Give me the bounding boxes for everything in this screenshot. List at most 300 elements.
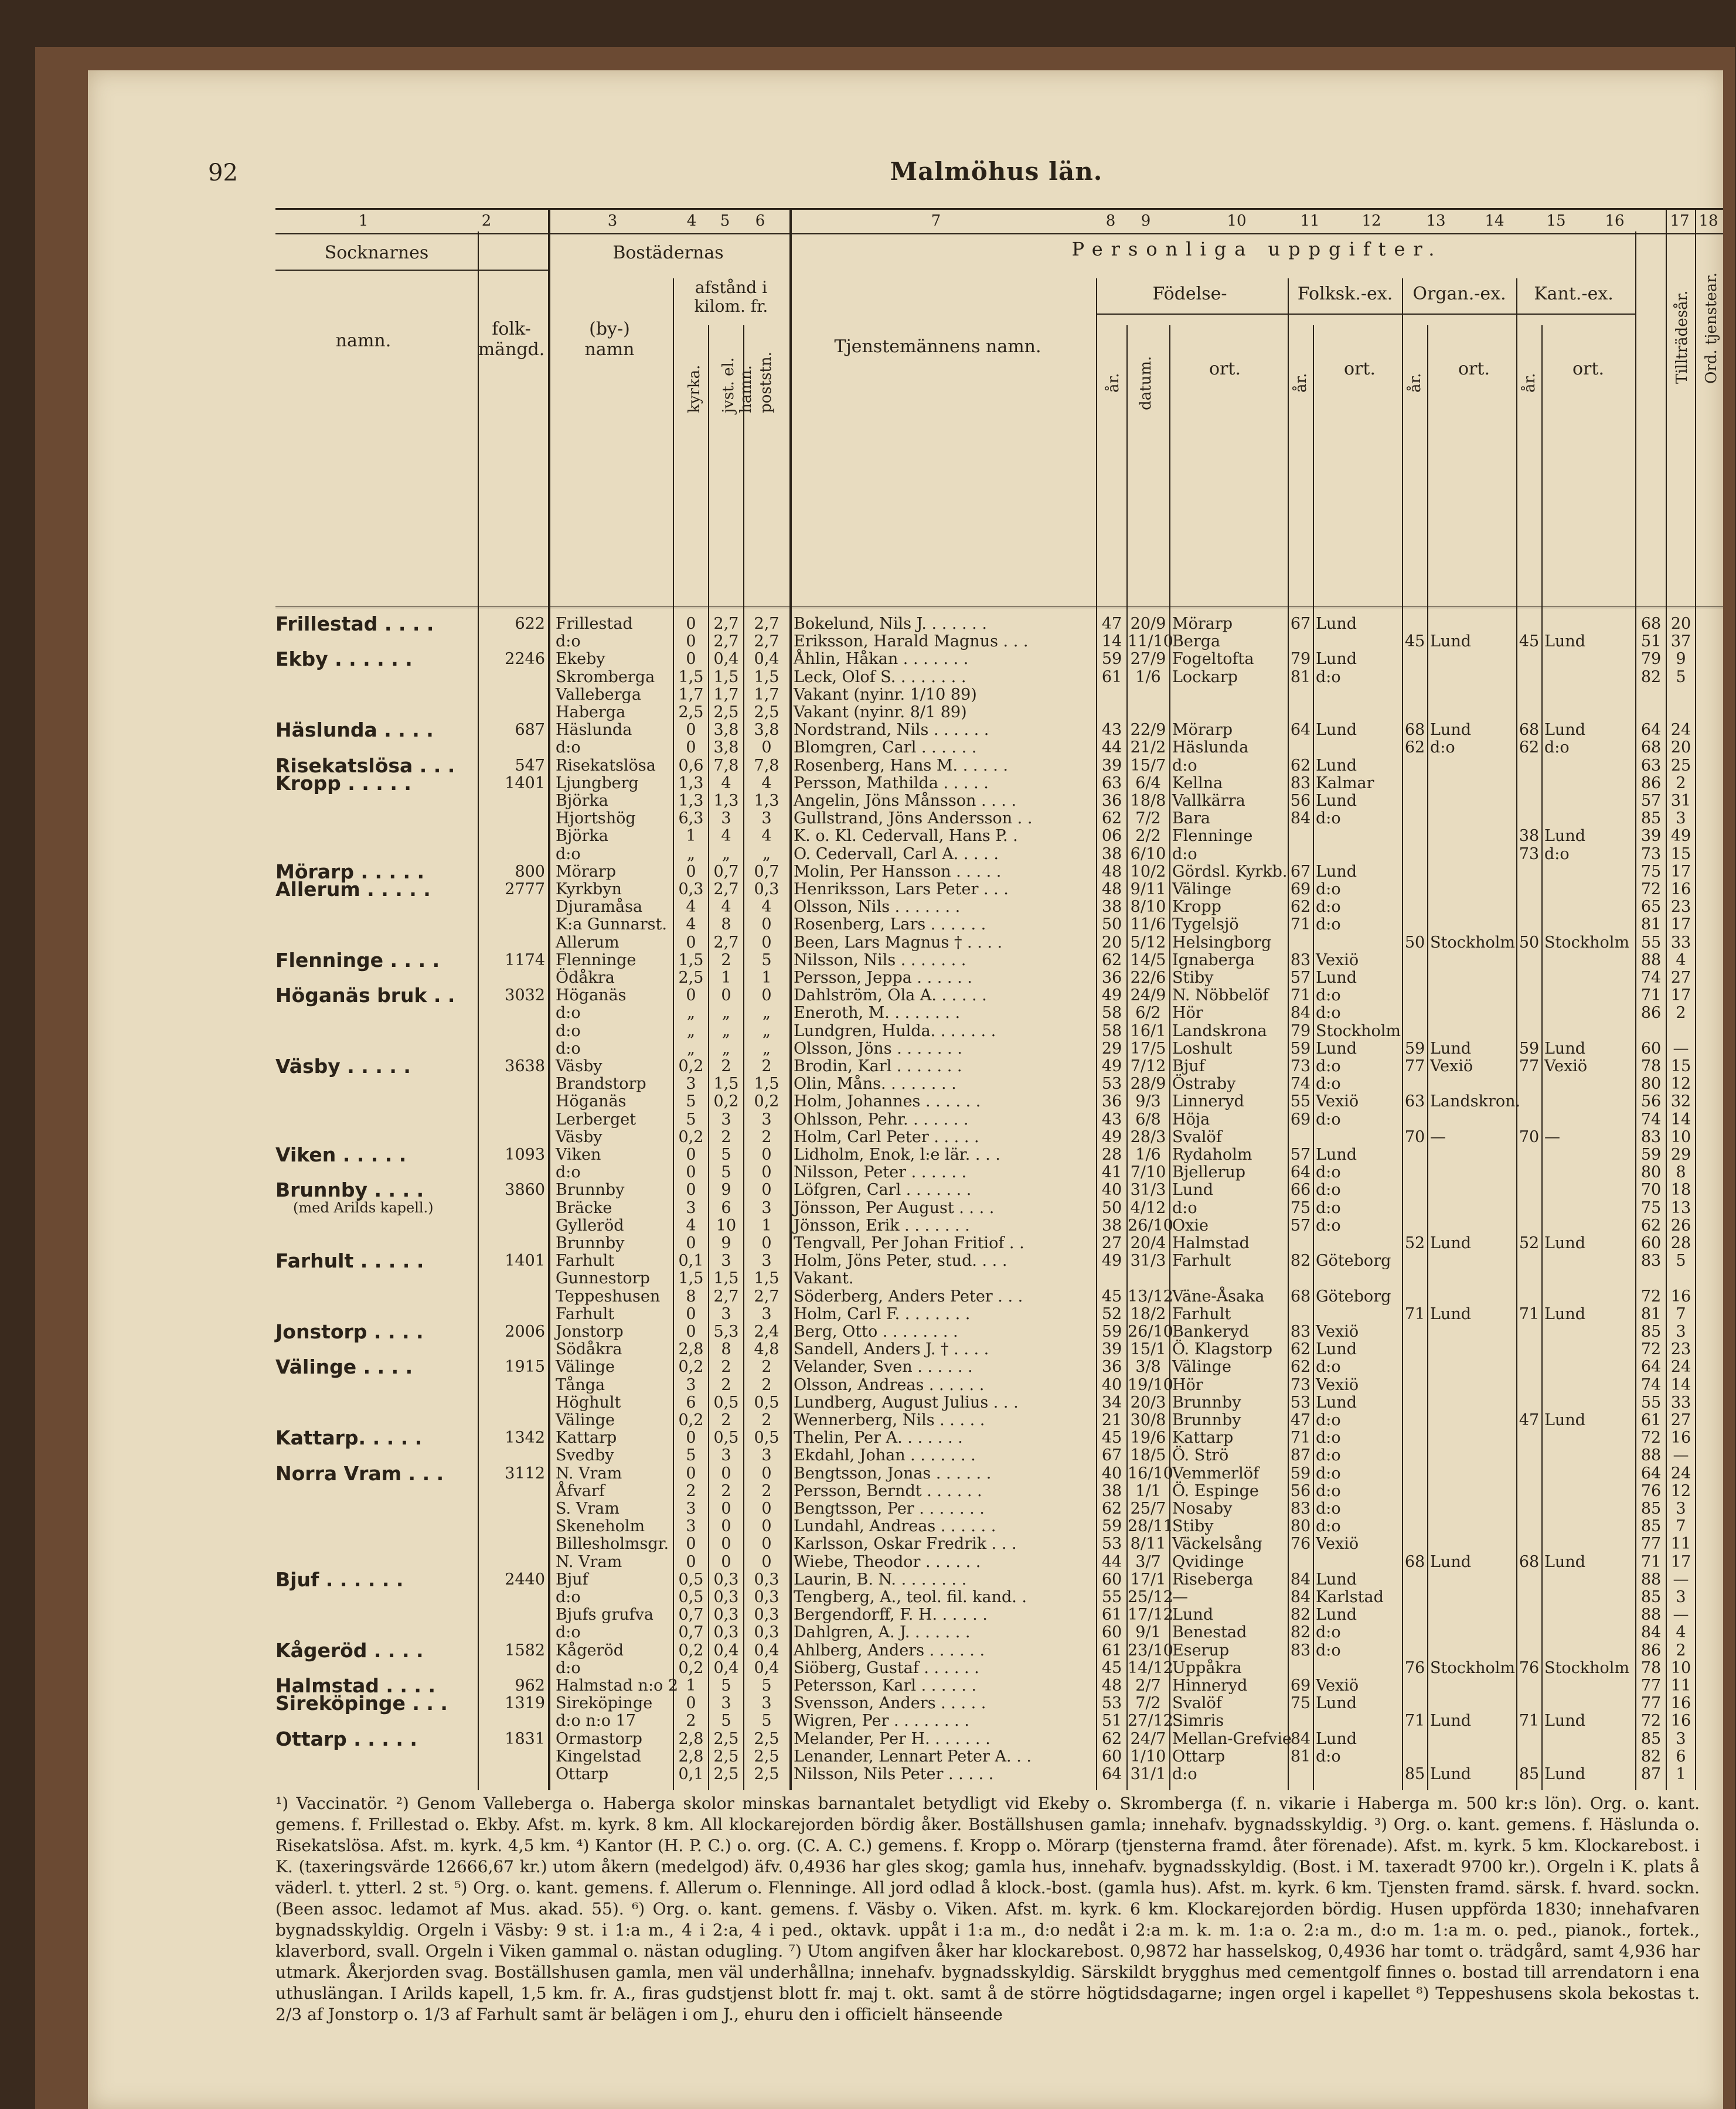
place-name: Ekeby [556,650,605,669]
birth-year: 38 [1101,844,1122,863]
population: 1582 [505,1641,545,1660]
official-name: Tengvall, Per Johan Fritiof . . [794,1234,1024,1252]
organ-place: Lund [1430,1234,1471,1252]
population: 2440 [505,1570,545,1589]
service-years: 4 [1676,950,1686,969]
birth-place: d:o [1172,844,1197,863]
birth-place: Nosaby [1172,1500,1233,1518]
header-by-namn: (by-) namn [584,319,635,360]
dist-post: 0 [761,933,772,952]
birth-date: 17/12 [1128,1606,1173,1624]
birth-place: N. Nöbbelöf [1172,986,1269,1005]
official-name: Molin, Per Hansson . . . . . [794,862,1002,881]
dist-rail: 2 [721,1358,731,1377]
organ-year: 59 [1404,1039,1425,1058]
dist-post: 0 [761,1535,772,1553]
header-socknarnes: Socknarnes [324,243,429,263]
service-years: 7 [1676,1304,1686,1323]
column-number: 8 [1105,212,1116,230]
birth-place: Mellan-Grefvie [1172,1729,1292,1748]
column-number: 14 [1485,212,1504,230]
dist-post: 2 [761,1057,772,1075]
folksk-year: 83 [1290,1323,1311,1341]
service-years: 37 [1670,632,1691,651]
birth-place: Hinneryd [1172,1677,1248,1695]
dist-rail: 3 [721,1304,731,1323]
kant-year: 38 [1519,827,1540,846]
service-years: 20 [1670,615,1691,633]
folksk-year: 82 [1290,1623,1311,1642]
birth-place: Ö. Espinge [1172,1481,1259,1500]
population: 2777 [505,880,545,898]
dist-church: 2,8 [678,1729,704,1748]
kant-year: 68 [1519,1552,1540,1571]
birth-place: Stiby [1172,969,1214,987]
dist-church: 2,8 [678,1340,704,1359]
dist-church: 0,2 [678,1658,704,1677]
folksk-year: 73 [1290,1057,1311,1075]
kant-year: 73 [1519,844,1540,863]
folksk-year: 84 [1290,1588,1311,1606]
kant-place: Lund [1544,1411,1585,1429]
official-name: Lundahl, Andreas . . . . . . [794,1517,996,1536]
birth-place: Välinge [1172,880,1232,898]
birth-place: Ignaberga [1172,950,1255,969]
service-years: 15 [1670,844,1691,863]
entry-year: 88 [1640,950,1662,969]
birth-place: Landskrona [1172,1021,1267,1040]
folksk-place: Lund [1316,1729,1357,1748]
kant-place: Lund [1544,1712,1585,1730]
dist-church: 0 [686,1429,696,1447]
birth-date: 19/6 [1130,1429,1166,1447]
footnotes: ¹) Vaccinatör. ²) Genom Valleberga o. Haberga skolor minskas barnantalet betydligt vid Ekeby o. Skromberga (f. n. vikarie i Haberga m. 500 kr:s lön). Org. o. kant. gemens. f. Frillestad o. Ekby. Afst. m. kyrk. 8 km. All klockarejorden bördig åker. Boställshusen gamla; innehafv. bygnadsskyldig. ³) Org. o. kant. gemens. f. Häslunda o. Risekatslösa. Afst. m. kyrk. 4,5 km. ⁴) Kantor (H. P. C.) o. org. (C. A. C.) gemens. f. Kropp o. Mörarp (tjensterna framd. åter förenade). Afst. m. kyrk. 5 km. Klockarebost. i K. (taxeringsvärde 12666,67 kr.) utom åkern (medelgod) äfv. 0,4936 har gles skog; gamla hus, innehafv. bygnadsskyldig. (Bost. i M. taxeradt 9700 kr.). Orgeln i K. plats å väderl. t. ytterl. 2 st. ⁵) Org. o. kant. gemens. f. Allerum o. Flenninge. All jord odlad å klock.-bost. (gamla hus). Afst. m. kyrk. 6 km. Tjensten framd. särsk. f. hvard. sockn. (Been assoc. ledamot af Mus. akad. 55). ⁶) Org. o. kant. gemens. f. Väsby o. Viken. Afst. m. kyrk. 6 km. Klockarejorden bördig. Husen uppförda 1830; innehafvaren bygnadsskyldig. Orgeln i Väsby: 9 st. i 1:a m., 4 i 2:a, 4 i ped., oktavk. uppåt i 1:a m., d:o nedåt i 2:a m. k. m. 1:a o. 2:a m., d:o m. 1:a m. o. ped., pianok., fortek., klaverbord, svall. Orgeln i Viken gammal o. nästan odugling. ⁷) Utom angifven åker har klockarebost. 0,9872 har hasselskog, 0,4936 har tomt o. trädgård, samt 4,936 har utmark. Åkerjorden svag. Boställshusen gamla, men väl underhållna; innehafv. bygnadsskyldig. Särskildt brygghus med cementgolf finnes o. bostad till arrendatorn i ena uthuslängan. I Arilds kapell, 1,5 km. fr. A., firas gudstjenst blott fr. maj t. okt. samt å de större högtidsdagarne; ingen orgel i kapellet ⁸) Teppeshusens skola bekostas t. 2/3 af Jonstorp o. 1/3 af Farhult samt är belägen i om J., ehuru den i officielt hänseende [275,1794,1700,2024]
entry-year: 73 [1640,844,1662,863]
place-name: Bräcke [556,1198,612,1217]
birth-year: 40 [1101,1181,1122,1200]
dist-post: 0 [761,1146,772,1164]
dist-post: „ [763,844,771,863]
dist-post: 0,5 [754,1393,780,1412]
dist-church: 8 [686,1287,696,1306]
dist-church: 0 [686,721,696,740]
place-name: Björka [556,827,608,846]
service-years: 16 [1670,1712,1691,1730]
entry-year: 85 [1640,1729,1662,1748]
dist-church: 0 [686,632,696,651]
place-name: Ödåkra [556,969,615,987]
place-name: Flenninge [556,950,636,969]
dist-post: 3 [761,1304,772,1323]
folksk-place: Lund [1316,792,1357,810]
official-name: Bengtsson, Per . . . . . . . [794,1500,985,1518]
official-name: Holm, Jöns Peter, stud. . . . [794,1252,1007,1270]
service-years: 2 [1676,1641,1686,1660]
birth-year: 55 [1101,1588,1122,1606]
official-name: Vakant (nyinr. 1/10 89) [794,685,977,704]
kant-year: 59 [1519,1039,1540,1058]
birth-date: 31/3 [1130,1181,1166,1200]
birth-place: Qvidinge [1172,1552,1244,1571]
official-name: Eriksson, Harald Magnus . . . [794,632,1029,651]
parish-name: Bjuf . . . . . . [275,1568,404,1591]
dist-church: 0 [686,986,696,1005]
parish-name: Halmstad . . . . [275,1674,435,1697]
dist-church: 0 [686,615,696,633]
kant-place: d:o [1544,738,1570,757]
birth-date: 27/12 [1128,1712,1173,1730]
entry-year: 56 [1640,1092,1662,1111]
birth-date: 15/1 [1130,1340,1166,1359]
birth-year: 51 [1101,1712,1122,1730]
dist-post: 7,8 [754,756,780,775]
organ-year: 71 [1404,1712,1425,1730]
birth-year: 58 [1101,1021,1122,1040]
birth-place: Linneryd [1172,1092,1244,1111]
birth-year: 38 [1101,1481,1122,1500]
population: 962 [515,1677,545,1695]
kant-place: Lund [1544,1765,1585,1783]
entry-year: 72 [1640,1340,1662,1359]
dist-post: „ [763,1039,771,1058]
place-name: d:o [556,1163,581,1182]
dist-church: 0 [686,1552,696,1571]
entry-year: 72 [1640,1712,1662,1730]
place-name: Mörarp [556,862,617,881]
birth-place: Benestad [1172,1623,1247,1642]
kant-year: 77 [1519,1057,1540,1075]
official-name: Vakant. [794,1269,854,1288]
dist-rail: 5 [721,1163,731,1182]
dist-post: 2 [761,1375,772,1394]
dist-post: 2,7 [754,632,780,651]
place-name: Djuramåsa [556,898,643,916]
place-name: Kingelstad [556,1747,642,1766]
folksk-place: Kalmar [1316,774,1374,792]
folksk-year: 83 [1290,1641,1311,1660]
birth-year: 50 [1101,915,1122,934]
dist-church: 4 [686,1216,696,1235]
service-years: 10 [1670,1127,1691,1146]
place-name: Tånga [556,1375,605,1394]
folksk-year: 71 [1290,986,1311,1005]
folksk-place: d:o [1316,1429,1341,1447]
dist-post: 2 [761,1481,772,1500]
dist-post: 0 [761,986,772,1005]
birth-date: 16/1 [1130,1021,1166,1040]
kant-place: Lund [1544,1039,1585,1058]
dist-rail: 3 [721,1252,731,1270]
kant-year: 68 [1519,721,1540,740]
place-name: Frillestad [556,615,633,633]
dist-rail: 2,7 [713,933,739,952]
entry-year: 86 [1640,774,1662,792]
dist-church: 3 [686,1198,696,1217]
dist-rail: 5 [721,1146,731,1164]
service-years: 28 [1670,1234,1691,1252]
dist-rail: 1,5 [713,667,739,686]
folksk-place: Lund [1316,969,1357,987]
population: 3112 [505,1464,545,1483]
birth-date: 2/2 [1135,827,1161,846]
organ-year: 71 [1404,1304,1425,1323]
official-name: Lenander, Lennart Peter A. . . [794,1747,1032,1766]
birth-year: 61 [1101,1606,1122,1624]
dist-church: 0,2 [678,1127,704,1146]
birth-date: 1/6 [1135,1146,1161,1164]
dist-rail: 1 [721,969,731,987]
place-name: Höghult [556,1393,621,1412]
official-name: Velander, Sven . . . . . . [794,1358,973,1377]
service-years: 17 [1670,862,1691,881]
birth-date: 21/2 [1130,738,1166,757]
folksk-place: d:o [1316,880,1341,898]
dist-post: 2,5 [754,1729,780,1748]
organ-year: 68 [1404,721,1425,740]
birth-year: 34 [1101,1393,1122,1412]
service-years: 16 [1670,1429,1691,1447]
dist-church: 0 [686,1181,696,1200]
birth-date: 7/12 [1130,1057,1166,1075]
column-number: 18 [1698,212,1718,230]
register-table [275,208,1723,1784]
folksk-place: d:o [1316,986,1341,1005]
dist-church: 0,1 [678,1252,704,1270]
dist-post: 3 [761,1198,772,1217]
folksk-place: d:o [1316,1163,1341,1182]
place-name: Välinge [556,1411,615,1429]
place-name: Kattarp [556,1429,617,1447]
birth-place: Ö. Klagstorp [1172,1340,1273,1359]
birth-year: 49 [1101,986,1122,1005]
dist-rail: 4 [721,827,731,846]
dist-post: 2,4 [754,1323,780,1341]
parish-name: Risekatslösa . . . [275,754,455,777]
folksk-place: Lund [1316,1146,1357,1164]
official-name: Siöberg, Gustaf . . . . . . [794,1658,979,1677]
dist-church: 5 [686,1110,696,1129]
dist-church: „ [687,1004,695,1023]
birth-date: 9/11 [1130,880,1166,898]
kant-year: 45 [1519,632,1540,651]
official-name: Angelin, Jöns Månsson . . . . [794,792,1017,810]
dist-church: 0 [686,1304,696,1323]
dist-church: 1,3 [678,774,704,792]
dist-post: 0,4 [754,1641,780,1660]
dist-rail: 1,5 [713,1269,739,1288]
header-rule [1096,314,1635,315]
dist-church: 5 [686,1092,696,1111]
birth-year: 59 [1101,1323,1122,1341]
kant-year: 62 [1519,738,1540,757]
dist-church: 0 [686,738,696,757]
place-name: Höganäs [556,1092,627,1111]
birth-place: Ö. Strö [1172,1446,1229,1465]
place-name: Hjortshög [556,809,636,828]
population: 800 [515,862,545,881]
birth-date: 5/12 [1130,933,1166,952]
birth-place: Vemmerlöf [1172,1464,1259,1483]
dist-church: 6 [686,1393,696,1412]
dist-church: 0 [686,1163,696,1182]
folksk-place: d:o [1316,1198,1341,1217]
service-years: 23 [1670,1340,1691,1359]
official-name: Olsson, Nils . . . . . . . [794,898,961,916]
official-name: Thelin, Per A. . . . . . . [794,1429,963,1447]
birth-date: 14/5 [1130,950,1166,969]
birth-date: 28/9 [1130,1075,1166,1093]
dist-church: 0,2 [678,1057,704,1075]
birth-place: Kattarp [1172,1429,1234,1447]
dist-post: 0 [761,1163,772,1182]
birth-place: Mörarp [1172,615,1233,633]
folksk-place: d:o [1316,1464,1341,1483]
official-name: Olin, Måns. . . . . . . . [794,1075,956,1093]
official-name: Persson, Berndt . . . . . . [794,1481,982,1500]
dist-post: 1,5 [754,667,780,686]
dist-rail: 0,5 [713,1393,739,1412]
dist-church: 0 [686,1146,696,1164]
folksk-place: Lund [1316,1393,1357,1412]
service-years: 15 [1670,1057,1691,1075]
running-head: Malmöhus län. [890,157,1103,186]
official-name: Lidholm, Enok, l:e lär. . . . [794,1146,1000,1164]
place-name: S. Vram [556,1500,619,1518]
official-name: Wiebe, Theodor . . . . . . [794,1552,981,1571]
birth-date: 6/2 [1135,1004,1161,1023]
folksk-year: 82 [1290,1606,1311,1624]
header-fodelse: Födelse- [1152,284,1227,304]
column-number: 3 [607,212,618,230]
column-number: 2 [481,212,492,230]
entry-year: 72 [1640,1429,1662,1447]
column-number: 4 [686,212,697,230]
birth-place: Välinge [1172,1358,1232,1377]
folksk-place: Karlstad [1316,1588,1384,1606]
kant-year: 85 [1519,1765,1540,1783]
entry-year: 81 [1640,1304,1662,1323]
kant-year: 71 [1519,1712,1540,1730]
population: 1319 [505,1694,545,1713]
official-name: Brodin, Karl . . . . . . . [794,1057,962,1075]
place-name: Södåkra [556,1340,622,1359]
official-name: Nilsson, Peter . . . . . . [794,1163,967,1182]
birth-place: Väne-Åsaka [1172,1287,1265,1306]
population: 3032 [505,986,545,1005]
table-row [275,1764,1723,1784]
birth-year: 60 [1101,1623,1122,1642]
header-folkmangd: folk- mängd. [478,319,545,360]
place-name: d:o n:o 17 [556,1712,636,1730]
entry-year: 72 [1640,880,1662,898]
dist-post: 0,3 [754,880,780,898]
dist-church: 5 [686,1446,696,1465]
dist-post: 0,5 [754,1429,780,1447]
column-number: 7 [931,212,941,230]
birth-year: 36 [1101,792,1122,810]
birth-date: 18/8 [1130,792,1166,810]
service-years: 23 [1670,898,1691,916]
dist-church: 1,5 [678,667,704,686]
dist-post: 0,3 [754,1606,780,1624]
place-name: Väsby [556,1127,603,1146]
kant-place: — [1544,1127,1560,1146]
dist-rail: 2 [721,1057,731,1075]
dist-post: 1 [761,969,772,987]
organ-place: Lund [1430,632,1471,651]
official-name: Olsson, Andreas . . . . . . [794,1375,985,1394]
entry-year: 78 [1640,1658,1662,1677]
dist-rail: 5 [721,1677,731,1695]
dist-post: 5 [761,950,772,969]
official-name: Henriksson, Lars Peter . . . [794,880,1009,898]
official-name: Jönsson, Per August . . . . [794,1198,995,1217]
birth-place: Brunnby [1172,1411,1241,1429]
official-name: Bergendorff, F. H. . . . . . [794,1606,988,1624]
dist-post: 0 [761,1464,772,1483]
birth-place: Simris [1172,1712,1224,1730]
population: 1401 [505,1252,545,1270]
service-years: 31 [1670,792,1691,810]
dist-rail: 0,3 [713,1606,739,1624]
folksk-year: 64 [1290,1163,1311,1182]
birth-year: 20 [1101,933,1122,952]
official-name: Holm, Johannes . . . . . . [794,1092,981,1111]
kant-year: 52 [1519,1234,1540,1252]
official-name: Holm, Carl Peter . . . . . [794,1127,979,1146]
official-name: Sandell, Anders J. † . . . . [794,1340,989,1359]
folksk-year: 62 [1290,1340,1311,1359]
service-years: 1 [1676,1765,1686,1783]
official-name: Vakant (nyinr. 8/1 89) [794,703,967,721]
birth-date: 17/5 [1130,1039,1166,1058]
dist-post: 2,5 [754,703,780,721]
birth-year: 28 [1101,1146,1122,1164]
entry-year: 51 [1640,632,1662,651]
entry-year: 68 [1640,615,1662,633]
header-namn: namn. [335,331,392,351]
folksk-year: 68 [1290,1287,1311,1306]
official-name: Dahlström, Ola A. . . . . . [794,986,987,1005]
column-number: 6 [755,212,765,230]
population: 1174 [505,950,545,969]
dist-post: 1,5 [754,1075,780,1093]
organ-year: 63 [1404,1092,1425,1111]
birth-year: 60 [1101,1570,1122,1589]
official-name: Berg, Otto . . . . . . . . [794,1323,958,1341]
birth-year: 45 [1101,1287,1122,1306]
parish-name: Allerum . . . . . [275,878,431,901]
folksk-year: 82 [1290,1252,1311,1270]
folksk-place: d:o [1316,1075,1341,1093]
official-name: Karlsson, Oskar Fredrik . . . [794,1535,1017,1553]
service-years: — [1673,1606,1689,1624]
population: 1342 [505,1429,545,1447]
service-years: 24 [1670,1464,1691,1483]
entry-year: 85 [1640,1517,1662,1536]
birth-year: 62 [1101,950,1122,969]
dist-rail: 3 [721,1694,731,1713]
dist-church: 0,3 [678,880,704,898]
dist-post: 5 [761,1677,772,1695]
folksk-year: 79 [1290,1021,1311,1040]
organ-place: Landskron. [1430,1092,1521,1111]
birth-year: 52 [1101,1304,1122,1323]
birth-year: 64 [1101,1765,1122,1783]
dist-church: 3 [686,1075,696,1093]
birth-place: Bara [1172,809,1210,828]
place-name: Allerum [556,933,619,952]
